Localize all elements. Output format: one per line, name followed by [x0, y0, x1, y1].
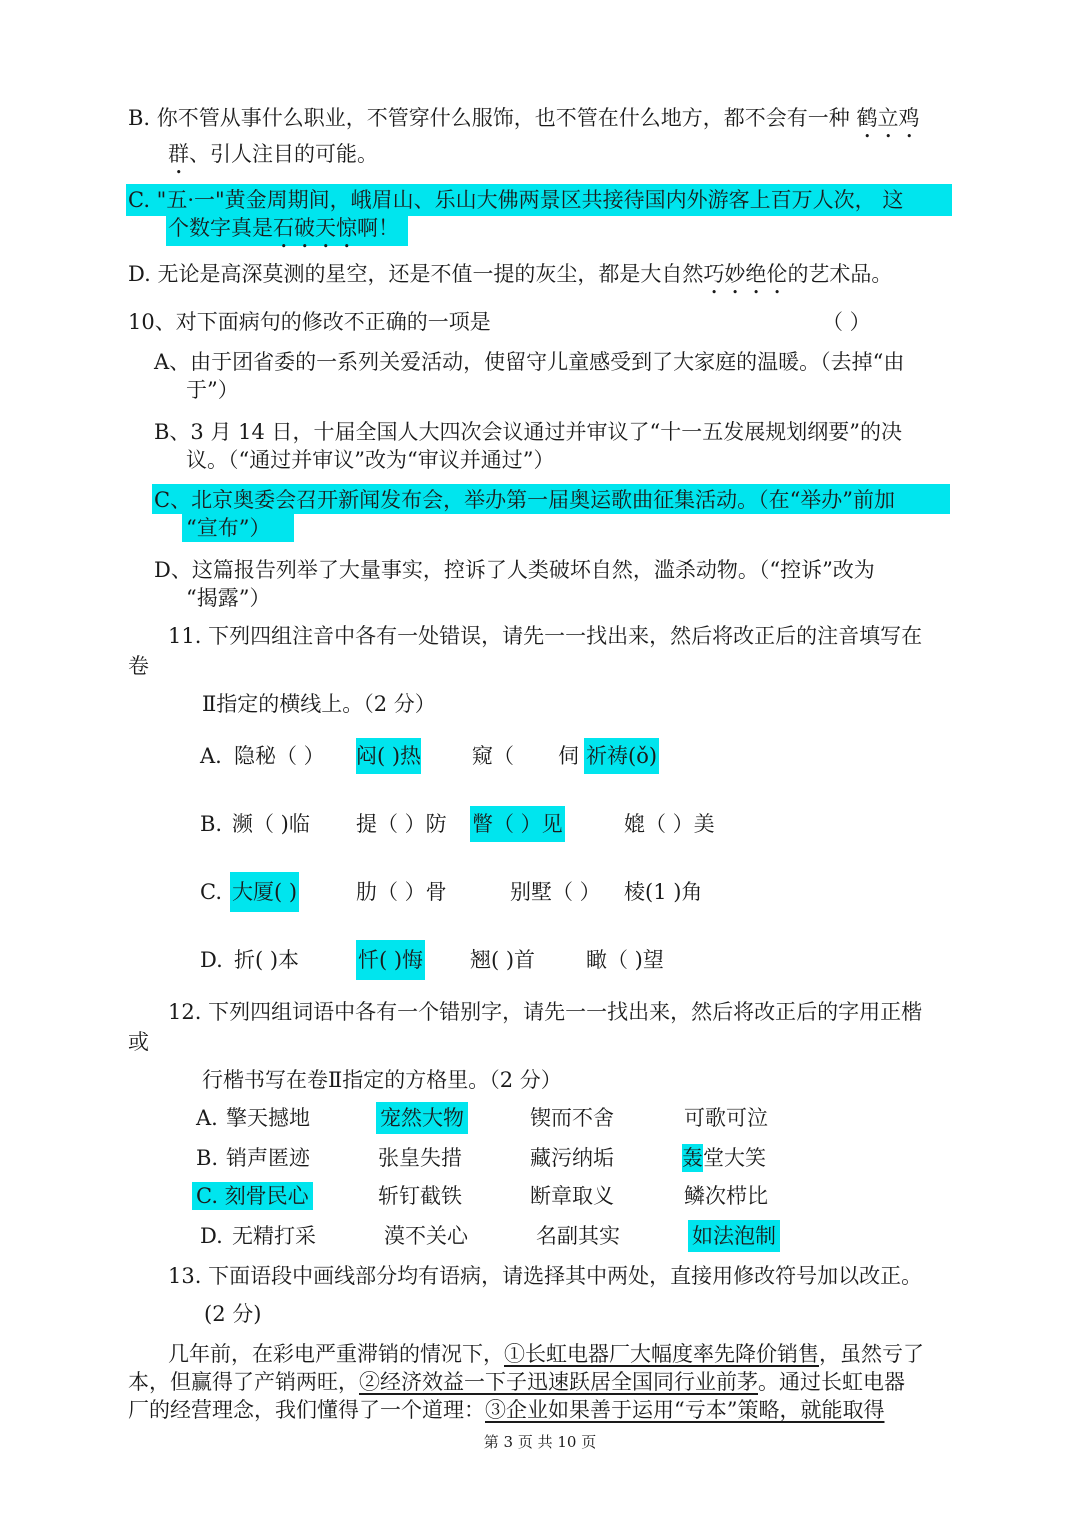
q11-stem-line2: 卷 — [128, 654, 149, 678]
q9-option-b-dotted: 鹤立鸡 — [856, 106, 920, 130]
q13-underlined-2: ②经济效益一下子迅速跃居全国同行业前茅 — [359, 1370, 758, 1394]
q12-option-b: B. 销声匿迹 张皇失措 藏污纳垢 轰堂大笑 — [196, 1146, 766, 1170]
q9-option-b-line2: 群、引人注目的可能。 — [168, 142, 378, 166]
q10-answer-paren: （ ） — [822, 310, 871, 334]
q13-score: (2 分) — [204, 1302, 262, 1326]
q10-option-c-line2: “宣布”） — [186, 516, 271, 540]
q9-option-c-line2: 个数字真是石破天惊啊！ — [168, 216, 399, 240]
q9-option-b-line1: B. 你不管从事什么职业，不管穿什么服饰，也不管在什么地方，都不会有一种 鹤立鸡 — [128, 106, 920, 130]
q10-option-b-line2: 议。（“通过并审议”改为“审议并通过”） — [186, 448, 555, 472]
q9-option-c-dotted: 石破天惊 — [273, 216, 357, 240]
q12-stem-line1: 12. 下列四组词语中各有一个错别字，请先一一找出来，然后将改正后的字用正楷 — [168, 1000, 923, 1024]
q12-option-c: C. 刻骨民心 斩钉截铁 断章取义 鳞次栉比 — [196, 1182, 313, 1210]
q10-stem: 10、对下面病句的修改不正确的一项是 — [128, 310, 491, 334]
q10-option-d-line1: D、这篇报告列举了大量事实，控诉了人类破坏自然，滥杀动物。（“控诉”改为 — [154, 558, 875, 582]
q13-paragraph-line3: 厂的经营理念，我们懂得了一个道理：③企业如果善于运用“亏本”策略，就能取得 — [128, 1398, 885, 1422]
q13-underlined-1: ①长虹电器厂大幅度率先降价销售 — [504, 1342, 819, 1366]
q11-option-a: A. 隐秘（ ） 闷( )热 窥（ 伺 祈祷(ǒ) — [200, 742, 222, 770]
q12-option-a: A. 擎天撼地 宠然大物 锲而不舍 可歌可泣 — [196, 1104, 218, 1132]
q9-option-d-dotted: 巧妙绝伦 — [703, 262, 788, 286]
q12-option-d: D. 无精打采 漠不关心 名副其实 如法泡制 — [200, 1222, 223, 1250]
q12-stem-line2: 或 — [128, 1030, 149, 1054]
q10-option-a-line1: A、由于团省委的一系列关爱活动，使留守儿童感受到了大家庭的温暖。（去掉“由 — [154, 350, 905, 374]
q9-option-d: D. 无论是高深莫测的星空，还是不值一提的灰尘，都是大自然巧妙绝伦的艺术品。 — [128, 262, 893, 286]
q11-option-b: B. 濒（ )临 提（ ）防 瞥（ ）见 媲（ ）美 — [200, 810, 222, 838]
page-footer: 第 3 页 共 10 页 — [483, 1433, 597, 1451]
q10-option-d-line2: “揭露”） — [186, 586, 271, 610]
q10-option-a-line2: 于”） — [186, 378, 239, 402]
q11-option-d: D. 折( )本 忏( )悔 翘( )首 瞰（ )望 — [200, 946, 223, 974]
q11-stem-line3: Ⅱ指定的横线上。（2 分） — [202, 692, 436, 716]
q11-stem-line1: 11. 下列四组注音中各有一处错误，请先一一找出来，然后将改正后的注音填写在 — [168, 624, 923, 648]
q13-underlined-3: ③企业如果善于运用“亏本”策略，就能取得 — [485, 1398, 885, 1422]
q13-paragraph-line2: 本，但赢得了产销两旺，②经济效益一下子迅速跃居全国同行业前茅。通过长虹电器 — [128, 1370, 905, 1394]
q11-option-c: C. 大厦( ) 肋（ ）骨 别墅（ ） 棱(1 )角 — [200, 878, 222, 906]
q13-stem: 13. 下面语段中画线部分均有语病，请选择其中两处，直接用修改符号加以改正。 — [168, 1264, 923, 1288]
q10-option-c-line1: C、北京奥委会召开新闻发布会，举办第一届奥运歌曲征集活动。（在“举办”前加 — [154, 488, 896, 512]
q9-option-c-line1: C. "五·一"黄金周期间，峨眉山、乐山大佛两景区共接待国内外游客上百万人次， 这 — [128, 188, 904, 212]
q12-stem-line3: 行楷书写在卷Ⅱ指定的方格里。（2 分） — [202, 1068, 562, 1092]
q13-paragraph-line1: 几年前，在彩电严重滞销的情况下，①长虹电器厂大幅度率先降价销售，虽然亏了 — [168, 1342, 924, 1366]
q10-option-b-line1: B、3 月 14 日，十届全国人大四次会议通过并审议了“十一五发展规划纲要”的决 — [154, 420, 903, 444]
